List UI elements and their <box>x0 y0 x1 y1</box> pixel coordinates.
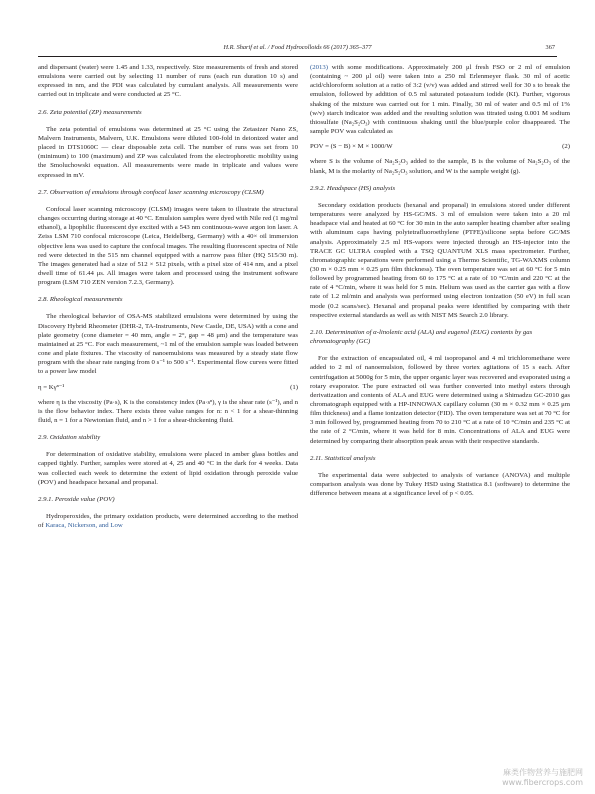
paragraph-zeta-potential: The zeta potential of emulsions was determined at 25 °C using the Zetasizer Nano ZS, Malvern Instruments, Malvern, U.K. Emulsions were diluted 100-fold in deionized water and placed in DTS1060C — clear disposable zeta cell. The number of runs was set from 10 (minimum) to 100 (maximum) and ZP was calculated from the electrophoretic mobility using the Smoluchowski equation. All measurements were made in triplicate and values were expressed in mV. <box>38 125 298 179</box>
equation-2 <box>310 142 570 151</box>
paragraph-pov-variables: where S is the volume of Na₂S₂O₃ added to the sample, B is the volume of Na₂S₂O₃ of the blank, M is the molarity of Na₂S₂O₃ solution, and W is the sample weight (g). <box>310 158 570 175</box>
section-heading-2-7: 2.7. Observation of emulsions through confocal laser scanning microscopy (CLSM) <box>38 188 264 196</box>
paragraph-oxidation: For determination of oxidative stability, emulsions were placed in amber glass bottles and capped tightly. Further, samples were stored at 4, 25 and 40 °C in the dark for 4 weeks. Data was collected each week to determine the extent of lipid oxidation through peroxide value (POV) and headspace hexanal and propanal. <box>38 451 298 486</box>
citation-link-2013[interactable]: (2013) <box>310 64 328 71</box>
paragraph-pov-text: with some modifications. Approximately 200 μl fresh FSO or 2 ml of emulsion (containing ~ 200 μl oil) were taken into a 250 ml Erlenmeyer flask. 30 ml of acetic acid/chloroform solution at a ratio of 3:2 (v/v) was added and stirred well for 30 s to break the emulsion, followed by addition of 0.5 ml saturated potassium iodide (KI). Further, vigorous shaking of the mixture was carried out for 1 min. Finally, 30 ml of water and 0.5 ml of 1% (w/v) starch indicator was added and the resulting solution was titrated using 0.001 M sodium thiosulfate (Na₂S₂O₃) with continuous shaking until the blue/purple color disappeared. The sample POV was calculated as <box>310 64 570 136</box>
watermark <box>502 768 583 788</box>
left-column <box>38 63 298 530</box>
equation-1-number: (1) <box>290 383 298 391</box>
paragraph-size-measurement: and dispersant (water) were 1.45 and 1.33, respectively. Size measurements of fresh and stored emulsions were carried out by selecting 11 number of runs (each run duration 10 s) and expressed in nm, and the PDI was calculated by cumulant analysis. All measurements were carried out in triplicate and were conducted at 25 °C. <box>38 64 298 99</box>
journal-citation: H.R. Sharif et al. / Food Hydrocolloids 66 (2017) 365–377 <box>223 44 372 51</box>
paragraph-peroxide-text: Hydroperoxides, the primary oxidation products, were determined according to the method of <box>38 513 298 530</box>
right-column <box>310 63 570 498</box>
paragraph-clsm: Confocal laser scanning microscopy (CLSM) images were taken to illustrate the structural changes occurring during storage at 40 °C. Emulsion samples were dyed with Nile red (1 mg/ml ethanol), a lipophilic fluorescent dye excited with a 543 nm continuous-wave argon ion laser. A Zeiss LSM 710 confocal microscope (Leica, Heidelberg, Germany) with a 40× oil immersion objective lens was used to capture the confocal images. The resulting fluorescent spectra of Nile red were detected in the 515 nm channel equipped with a narrow pass filter (HQ 515/30 m). The images generated had a size of 512 × 512 pixels, with a pixel size of 414 nm, and a pixel dwell time of 61.44 μs. All images were taken and processed using the instrument software program (LSM 710 ZEN version 7.2.3, Germany). <box>38 205 298 287</box>
header-rule <box>38 56 557 57</box>
equation-1-formula: η = Kγⁿ⁻¹ <box>38 383 65 391</box>
citation-link-karaca[interactable]: Karaca, Nickerson, and Low <box>45 522 123 530</box>
paragraph-statistics: The experimental data were subjected to analysis of variance (ANOVA) and multiple comparison analysis was done by Tukey HSD using Statistica 8.1 (software) to determine the difference between means at a significance level of p < 0.05. <box>310 471 570 498</box>
section-heading-2-8: 2.8. Rheological measurements <box>38 296 123 304</box>
equation-2-formula: POV = (S − B) × M × 1000/W <box>310 143 393 151</box>
section-heading-2-6: 2.6. Zeta potential (ZP) measurements <box>38 108 142 116</box>
section-heading-2-11: 2.11. Statistical analysis <box>310 454 376 462</box>
paragraph-gc-analysis: For the extraction of encapsulated oil, 4 ml isopropanol and 4 ml trichloromethane were added to 2 ml of nanoemulsion, followed by three vortex agitations of 15 s each. After centrifugation at 5000g for 5 min, the upper organic layer was recovered and evaporated using a rotary evaporator. The pure extracted oil was further converted into methyl esters through derivatization and contents of ALA and EUG were determined using a Shimadzu GC-2010 gas chromatograph equipped with a HP-INNOWAX capillary column (30 m × 0.32 mm × 0.25 μm film thickness) and a flame ionization detector (FID). The oven temperature was set at 70 °C for 3 min followed by, programmed heating from 70 to 210 °C at a rate of 10 °C/min and 235 °C at the rate of 2 °C/min, where it was held for 8 min. Concentrations of ALA and EUG were determined by comparing their absorption peak areas with their respective standards. <box>310 355 570 445</box>
watermark-url: www.fibercrops.com <box>502 778 583 787</box>
paragraph-power-law: where η is the viscosity (Pa·s), K is the consistency index (Pa·sⁿ), γ is the shear rate (s⁻¹), and n is the flow behavior index. There exists three value ranges for n: n < 1 for a shear-thinning fluid, n = 1 for a Newtonian fluid, and n > 1 for a shear-thickening fluid. <box>38 398 298 424</box>
paragraph-headspace: Secondary oxidation products (hexanal and propanal) in emulsions stored under different temperatures were analyzed by HS-GC/MS. 3 ml of emulsion were taken into a 20 ml headspace vial and heated at 60 °C for 30 min in the auto sampler heating chamber after sealing with aluminum caps having polytetrafluoroethylene (PTFE)/silicone septa before GC/MS analysis. Approximately 2.5 ml HS-vapors were injected through an HS-injector into the TRACE GC ULTRA coupled with a TSQ QUANTUM XLS mass spectrometer. Further, chromatographic separations were performed using a Thermo Scientific, TG-WAXMS column (30 m × 0.25 mm × 0.25 μm film thickness). The oven temperature was set at 60 °C for 5 min followed by programmed heating from 60 to 175 °C at a rate of 10 °C/min and 220 °C at the rate of 4 °C/min, where it was held for 5 min. Helium was used as the carrier gas with a flow rate of 1.2 ml/min and analysis was performed using electron ionization (50 eV) in full scan mode (0.2 scans/sec). Hexanal and propanal peaks were identified by comparing with their respective external standards as well as with NIST MS Search 2.0 library. <box>310 201 570 319</box>
running-header <box>38 44 557 56</box>
section-heading-2-9: 2.9. Oxidation stability <box>38 434 101 442</box>
page-number: 367 <box>545 44 555 51</box>
equation-2-number: (2) <box>562 143 570 151</box>
section-heading-2-9-2: 2.9.2. Headspace (HS) analysis <box>310 184 396 192</box>
equation-1 <box>38 383 298 392</box>
section-heading-2-9-1: 2.9.1. Peroxide value (POV) <box>38 495 115 503</box>
watermark-chinese: 麻类作物营养与施肥网 <box>503 768 583 777</box>
paragraph-peroxide-value <box>38 512 298 530</box>
paragraph-rheology: The rheological behavior of OSA-MS stabilized emulsions were determined by using the Discovery Hybrid Rheometer (DHR-2, TA-Instruments, New Castle, DE, USA) with a cone and plate geometry (cone diameter = 40 mm, angle = 2°, gap = 48 μm) and the temperature was maintained at 25 °C. For each measurement, ~1 ml of the emulsion sample was loaded between cone and plate fixtures. The viscosity of nanoemulsions was measured by a steady state flow program with the shear rate ranging from 0 s⁻¹ to 500 s⁻¹. Experimental flow curves were fitted to a power law model <box>38 313 298 376</box>
paragraph-pov-method <box>310 63 570 136</box>
section-heading-2-10: 2.10. Determination of α-linolenic acid (ALA) and eugenol (EUG) contents by gas chromatography (GC) <box>310 328 533 346</box>
